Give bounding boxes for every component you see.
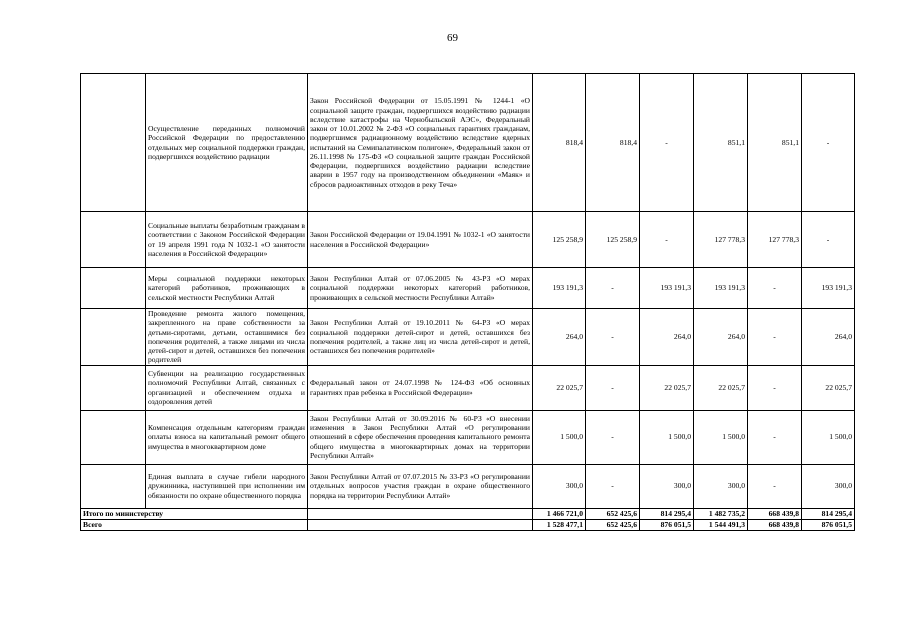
legal-basis-text: Закон Республики Алтай от 07.07.2015 № 33-РЗ «О регулировании отдельных вопросов участия граждан в охране общественного порядка на территории Республики Алтай» bbox=[310, 472, 530, 500]
measure-name: Единая выплата в случае гибели народного дружинника, наступившей при исполнении им обязанности по охране общественного порядка bbox=[146, 464, 308, 508]
blank-cell bbox=[308, 519, 533, 530]
total-value: 668 439,8 bbox=[748, 519, 802, 530]
value-total-1: 22 025,7 bbox=[533, 365, 586, 410]
value-regional-2: - bbox=[802, 74, 855, 212]
total-value: 1 466 721,0 bbox=[533, 508, 586, 519]
value-federal-2: - bbox=[748, 309, 802, 366]
value-federal-2: - bbox=[748, 365, 802, 410]
value-regional-1: 264,0 bbox=[640, 309, 694, 366]
legal-basis-text: Закон Республики Алтай от 07.06.2005 № 43-РЗ «О мерах социальной поддержки некоторых категорий работников, проживающих в сельской местности Республики Алтай» bbox=[310, 274, 530, 302]
table-row bbox=[81, 212, 855, 268]
total-value: 652 425,6 bbox=[586, 519, 640, 530]
blank-cell bbox=[81, 410, 146, 464]
legal-basis bbox=[308, 309, 533, 366]
measure-name: Компенсация отдельным категориям граждан оплаты взноса на капитальный ремонт общего имущества в многоквартирном доме bbox=[146, 410, 308, 464]
value-total-2: 127 778,3 bbox=[694, 212, 748, 268]
value-total-1: 1 500,0 bbox=[533, 410, 586, 464]
total-value: 1 482 735,2 bbox=[694, 508, 748, 519]
measure-name: Меры социальной поддержки некоторых категорий работников, проживающих в сельской местности Республики Алтай bbox=[146, 268, 308, 309]
blank-cell bbox=[81, 212, 146, 268]
legal-basis-text: Федеральный закон от 24.07.1998 № 124-ФЗ «Об основных гарантиях прав ребенка в Российской Федерации» bbox=[310, 378, 530, 397]
value-federal-1: - bbox=[586, 410, 640, 464]
value-total-2: 851,1 bbox=[694, 74, 748, 212]
blank-cell bbox=[81, 365, 146, 410]
value-total-2: 264,0 bbox=[694, 309, 748, 366]
blank-cell bbox=[81, 309, 146, 366]
value-regional-2: 300,0 bbox=[802, 464, 855, 508]
value-federal-1: - bbox=[586, 268, 640, 309]
value-federal-1: - bbox=[586, 309, 640, 366]
value-regional-2: 1 500,0 bbox=[802, 410, 855, 464]
measure-name: Проведение ремонта жилого помещения, закрепленного на праве собственности за детьми-сиротами, детьми, оставшимися без попечения родителей, а также лицами из числа детей-сирот и детей, оставшихся без попечения родителей bbox=[146, 309, 308, 366]
value-regional-2: - bbox=[802, 212, 855, 268]
value-total-1: 818,4 bbox=[533, 74, 586, 212]
ministry-total-row bbox=[81, 508, 855, 519]
value-regional-2: 264,0 bbox=[802, 309, 855, 366]
total-value: 814 295,4 bbox=[802, 508, 855, 519]
total-value: 1 544 491,3 bbox=[694, 519, 748, 530]
value-federal-2: 127 778,3 bbox=[748, 212, 802, 268]
value-regional-2: 22 025,7 bbox=[802, 365, 855, 410]
legal-basis bbox=[308, 268, 533, 309]
blank-cell bbox=[308, 508, 533, 519]
value-total-1: 193 191,3 bbox=[533, 268, 586, 309]
total-label: Всего bbox=[81, 519, 308, 530]
value-federal-1: - bbox=[586, 464, 640, 508]
legal-basis-text: Закон Республики Алтай от 19.10.2011 № 64-РЗ «О мерах социальной поддержки детей-сирот и детей, оставшихся без попечения родителей, а также лиц из числа детей-сирот и детей, оставшихся без попечения родителей» bbox=[310, 318, 530, 355]
legal-basis bbox=[308, 410, 533, 464]
value-federal-1: 818,4 bbox=[586, 74, 640, 212]
table-row bbox=[81, 309, 855, 366]
blank-cell bbox=[81, 464, 146, 508]
legal-basis-text: Закон Республики Алтай от 30.09.2016 № 60-РЗ «О внесении изменения в Закон Республики Алтай «О регулировании отношений в сфере обеспечения проведения капитального ремонта общего имущества в многоквартирных домах на территории Республики Алтай» bbox=[310, 413, 530, 460]
total-label: Итого по министерству bbox=[81, 508, 308, 519]
page-number: 69 bbox=[447, 32, 458, 44]
legal-basis-text: Закон Российской Федерации от 19.04.1991 № 1032-1 «О занятости населения в Российской Федерации» bbox=[310, 230, 530, 249]
value-total-1: 125 258,9 bbox=[533, 212, 586, 268]
value-regional-2: 193 191,3 bbox=[802, 268, 855, 309]
blank-cell bbox=[81, 74, 146, 212]
value-total-2: 300,0 bbox=[694, 464, 748, 508]
measure-name: Осуществление переданных полномочий Российской Федерации по предоставлению отдельных мер социальной поддержки граждан, подвергшихся воздействию радиации bbox=[146, 74, 308, 212]
value-regional-1: - bbox=[640, 212, 694, 268]
value-regional-1: 22 025,7 bbox=[640, 365, 694, 410]
value-regional-1: 300,0 bbox=[640, 464, 694, 508]
value-regional-1: - bbox=[640, 74, 694, 212]
value-regional-1: 193 191,3 bbox=[640, 268, 694, 309]
value-federal-2: 851,1 bbox=[748, 74, 802, 212]
table-row bbox=[81, 74, 855, 212]
total-value: 652 425,6 bbox=[586, 508, 640, 519]
measure-name: Социальные выплаты безработным гражданам в соответствии с Законом Российской Федерации от 19 апреля 1991 года N 1032-1 «О занятости населения в Российской Федерации» bbox=[146, 212, 308, 268]
table-row bbox=[81, 464, 855, 508]
legal-basis-text: Закон Российской Федерации от 15.05.1991 № 1244-1 «О социальной защите граждан, подвергшихся воздействию радиации вследствие катастрофы на Чернобыльской АЭС», Федеральный закон от 10.01.2002 № 2-ФЗ «О социальных гарантиях гражданам, подвергшимся радиационному воздействию вследствие ядерных испытаний на Семипалатинском полигоне», Федеральный закон от 26.11.1998 № 175-ФЗ «О социальной защите граждан Российской Федерации, подвергшихся воздействию радиации вследствие аварии в 1957 году на производственном объединении «Маяк» и сбросов радиоактивных отходов в реку Теча» bbox=[310, 96, 530, 189]
value-federal-2: - bbox=[748, 410, 802, 464]
budget-table bbox=[80, 73, 855, 531]
table-row bbox=[81, 365, 855, 410]
legal-basis bbox=[308, 365, 533, 410]
value-total-1: 300,0 bbox=[533, 464, 586, 508]
value-federal-1: 125 258,9 bbox=[586, 212, 640, 268]
legal-basis bbox=[308, 464, 533, 508]
table-row bbox=[81, 410, 855, 464]
total-value: 1 528 477,1 bbox=[533, 519, 586, 530]
value-total-2: 193 191,3 bbox=[694, 268, 748, 309]
value-federal-2: - bbox=[748, 268, 802, 309]
value-federal-2: - bbox=[748, 464, 802, 508]
legal-basis bbox=[308, 74, 533, 212]
total-value: 876 051,5 bbox=[640, 519, 694, 530]
value-federal-1: - bbox=[586, 365, 640, 410]
totals-body bbox=[81, 508, 855, 530]
legal-basis bbox=[308, 212, 533, 268]
total-value: 876 051,5 bbox=[802, 519, 855, 530]
total-value: 814 295,4 bbox=[640, 508, 694, 519]
total-value: 668 439,8 bbox=[748, 508, 802, 519]
measure-name: Субвенции на реализацию государственных полномочий Республики Алтай, связанных с организацией и обеспечением отдыха и оздоровления детей bbox=[146, 365, 308, 410]
blank-cell bbox=[81, 268, 146, 309]
value-regional-1: 1 500,0 bbox=[640, 410, 694, 464]
value-total-2: 1 500,0 bbox=[694, 410, 748, 464]
grand-total-row bbox=[81, 519, 855, 530]
value-total-1: 264,0 bbox=[533, 309, 586, 366]
value-total-2: 22 025,7 bbox=[694, 365, 748, 410]
table-body bbox=[81, 74, 855, 509]
table-row bbox=[81, 268, 855, 309]
